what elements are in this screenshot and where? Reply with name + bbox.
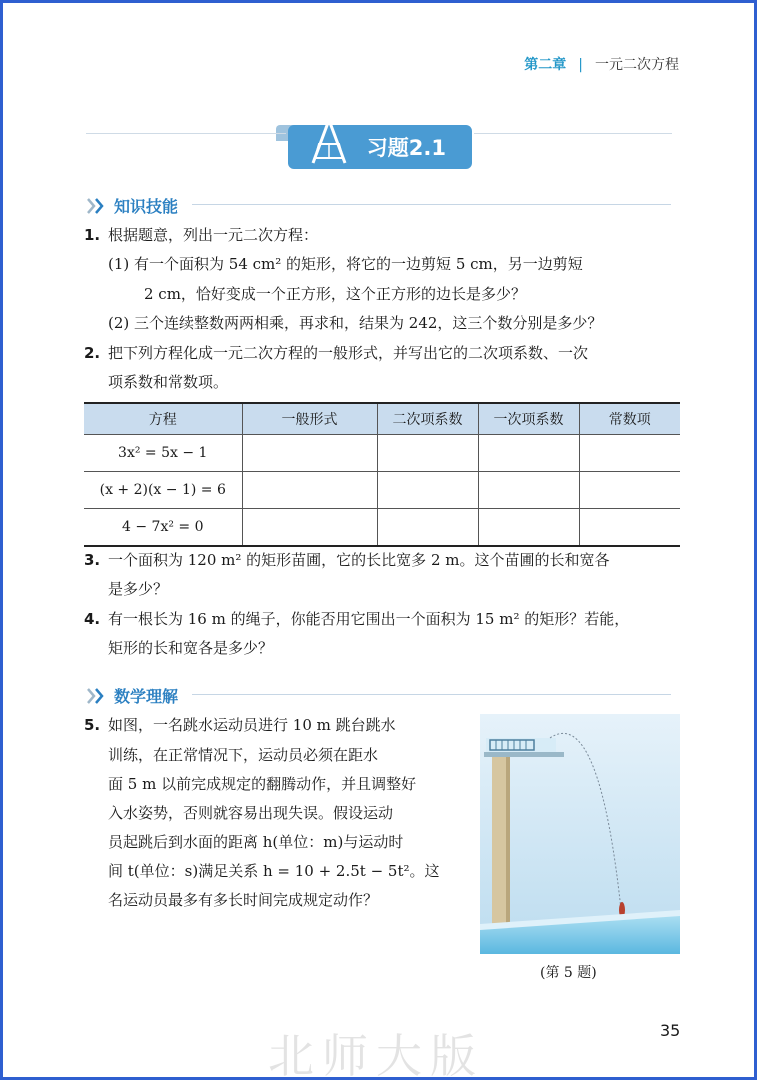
understanding-rule: [192, 694, 671, 695]
q3-line1: 一个面积为 120 m² 的矩形苗圃，它的长比宽多 2 m。这个苗圃的长和宽各: [108, 551, 610, 569]
q5-line: 入水姿势，否则就容易出现失误。假设运动: [108, 804, 394, 822]
q4-line2: 矩形的长和宽各是多少？: [108, 639, 274, 657]
equation-table: [84, 402, 680, 547]
table-cell: [377, 509, 478, 547]
table-row: [84, 435, 680, 472]
table-cell: [579, 435, 680, 472]
chapter-label: 第二章: [524, 57, 567, 73]
table-header-cell: 常数项: [579, 403, 680, 435]
table-row: [84, 472, 680, 509]
compass-icon: [303, 108, 355, 170]
q3-number: 3.: [84, 551, 101, 569]
q5-line: 名运动员最多有多长时间完成规定动作？: [108, 891, 379, 909]
skills-heading: [86, 194, 178, 217]
q5-line: 训练，在正常情况下，运动员必须在距水: [108, 746, 379, 764]
table-header-cell: 方程: [84, 403, 242, 435]
q2-line1: 把下列方程化成一元二次方程的一般形式，并写出它的二次项系数、一次: [108, 344, 589, 362]
table-cell: [579, 472, 680, 509]
q5-number: 5.: [84, 716, 101, 734]
table-cell: [242, 472, 377, 509]
page-number: 35: [660, 1021, 681, 1040]
table-cell: [478, 509, 579, 547]
q1-stem: 根据题意，列出一元二次方程：: [108, 226, 319, 244]
table-cell: [242, 509, 377, 547]
table-cell-equation: 4 − 7x² = 0: [84, 509, 242, 547]
q3-line2: 是多少？: [108, 580, 169, 598]
table-cell: [377, 472, 478, 509]
title-rule-left: [86, 133, 286, 134]
table-header-cell: 一次项系数: [478, 403, 579, 435]
table-cell: [579, 509, 680, 547]
header-separator: |: [578, 57, 583, 73]
table-row: [84, 509, 680, 547]
table-cell: [377, 435, 478, 472]
chevron-right-icon: [86, 687, 108, 705]
q5-line: 间 t(单位：s)满足关系 h = 10 + 2.5t − 5t²。这: [108, 862, 440, 880]
q1-part2: (2) 三个连续整数两两相乘，再求和，结果为 242，这三个数分别是多少？: [108, 314, 603, 332]
skills-heading-text: 知识技能: [114, 197, 179, 216]
table-header-row: [84, 403, 680, 435]
q5-line: 员起跳后到水面的距离 h(单位：m)与运动时: [108, 833, 404, 851]
q1-part1-line1: (1) 有一个面积为 54 cm² 的矩形，将它的一边剪短 5 cm，另一边剪短: [108, 255, 583, 273]
publisher-watermark: 北师大版: [268, 1029, 484, 1083]
figure-caption: (第 5 题): [540, 965, 597, 981]
q4-number: 4.: [84, 610, 101, 628]
chevron-right-icon: [86, 197, 108, 215]
q4-line1: 有一根长为 16 m 的绳子，你能否用它围出一个面积为 15 m² 的矩形？若能，: [108, 610, 630, 628]
q5-line: 面 5 m 以前完成规定的翻腾动作，并且调整好: [108, 775, 417, 793]
q2-line2: 项系数和常数项。: [108, 373, 229, 391]
diving-platform-illustration: [480, 714, 680, 954]
title-rule-right: [474, 133, 672, 134]
table-cell-equation: (x + 2)(x − 1) = 6: [84, 472, 242, 509]
table-header-cell: 二次项系数: [377, 403, 478, 435]
table-header-cell: 一般形式: [242, 403, 377, 435]
section-title: 习题2.1: [366, 136, 446, 160]
table-cell: [478, 435, 579, 472]
chapter-title: 一元二次方程: [595, 57, 679, 73]
understanding-heading-text: 数学理解: [114, 687, 179, 706]
skills-rule: [192, 204, 671, 205]
table-cell-equation: 3x² = 5x − 1: [84, 435, 242, 472]
q2-number: 2.: [84, 344, 101, 362]
q1-number: 1.: [84, 226, 101, 244]
table-cell: [478, 472, 579, 509]
table-cell: [242, 435, 377, 472]
q1-part1-line2: 2 cm，恰好变成一个正方形，这个正方形的边长是多少？: [144, 285, 526, 303]
running-header: [524, 54, 679, 74]
q5-line: 如图，一名跳水运动员进行 10 m 跳台跳水: [108, 716, 396, 734]
understanding-heading: [86, 684, 178, 707]
